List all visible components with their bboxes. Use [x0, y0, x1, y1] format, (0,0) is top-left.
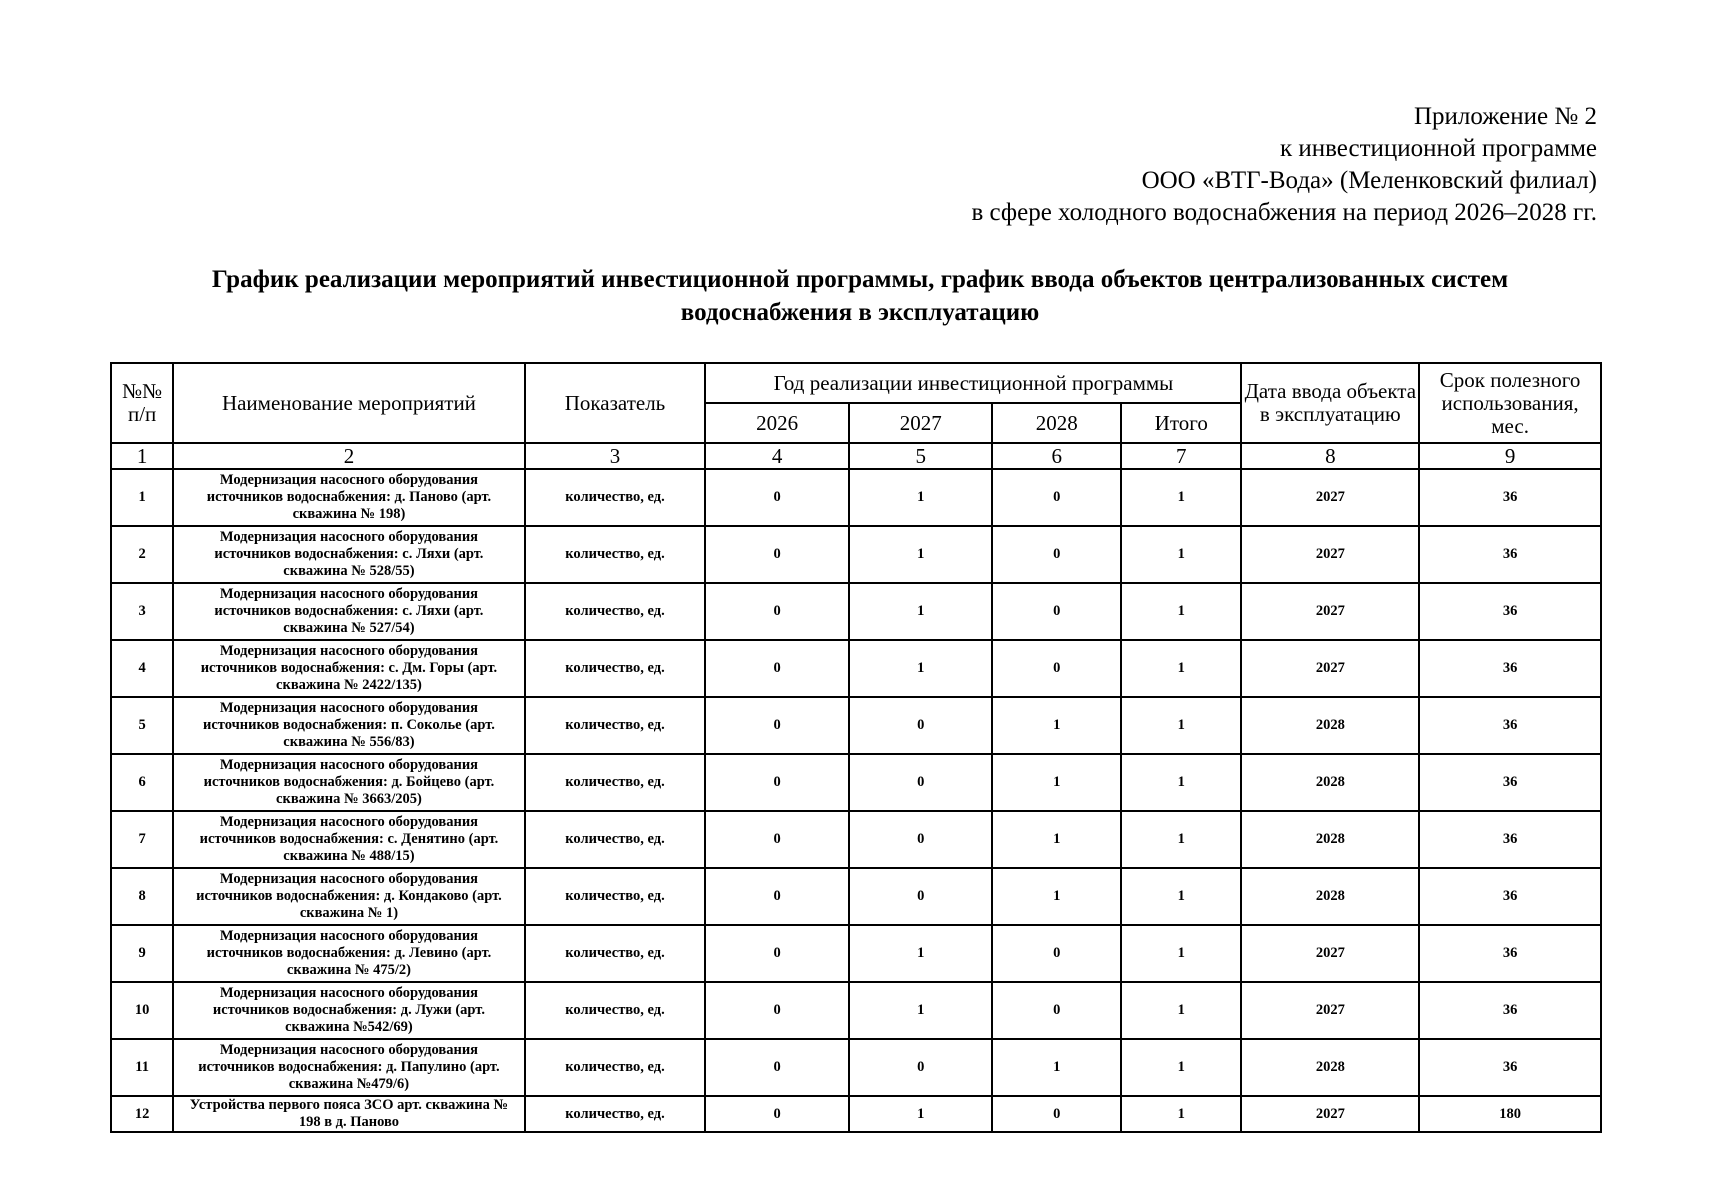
table-row: [111, 754, 1601, 811]
activity-name-cell: Модернизация насосного оборудования источников водоснабжения: д. Лужи (арт. скважина №542/69): [173, 982, 524, 1039]
column-number: 3: [525, 443, 706, 469]
title-line-2: водоснабжения в эксплуатацию: [680, 299, 1040, 326]
header-indicator: Показатель: [525, 363, 706, 443]
indicator-cell: количество, ед.: [525, 1096, 706, 1132]
year-2028-cell: 0: [992, 1096, 1121, 1132]
useful-life-cell: 36: [1419, 583, 1601, 640]
year-2028-cell: 0: [992, 583, 1121, 640]
commission-date-cell: 2028: [1241, 1039, 1419, 1096]
useful-life-cell: 36: [1419, 754, 1601, 811]
commission-date-cell: 2028: [1241, 868, 1419, 925]
commission-date-cell: 2027: [1241, 583, 1419, 640]
useful-life-cell: 36: [1419, 868, 1601, 925]
header-year-2026: 2026: [705, 403, 849, 443]
annex-line-3: ООО «ВТГ-Вода» (Меленковский филиал): [1141, 167, 1597, 194]
column-number: 9: [1419, 443, 1601, 469]
column-number: 7: [1121, 443, 1242, 469]
table-row: [111, 1096, 1601, 1132]
commission-date-cell: 2027: [1241, 469, 1419, 526]
year-2027-cell: 1: [849, 925, 993, 982]
table-row: [111, 1039, 1601, 1096]
useful-life-cell: 36: [1419, 811, 1601, 868]
column-number: 5: [849, 443, 993, 469]
indicator-cell: количество, ед.: [525, 469, 706, 526]
indicator-cell: количество, ед.: [525, 583, 706, 640]
commission-date-cell: 2028: [1241, 754, 1419, 811]
row-number-cell: 8: [111, 868, 173, 925]
table-row: [111, 526, 1601, 583]
header-number: №№ п/п: [111, 363, 173, 443]
header-name: Наименование мероприятий: [173, 363, 524, 443]
investment-schedule-table: [110, 362, 1602, 1133]
row-number-cell: 2: [111, 526, 173, 583]
activity-name-cell: Модернизация насосного оборудования источников водоснабжения: д. Паново (арт. скважина № 198): [173, 469, 524, 526]
year-2026-cell: 0: [705, 697, 849, 754]
year-2027-cell: 0: [849, 811, 993, 868]
activity-name-cell: Модернизация насосного оборудования источников водоснабжения: д. Бойцево (арт. скважина № 3663/205): [173, 754, 524, 811]
indicator-cell: количество, ед.: [525, 1039, 706, 1096]
useful-life-cell: 36: [1419, 526, 1601, 583]
schedule-body: [111, 469, 1601, 1132]
activity-name-cell: Устройства первого пояса ЗСО арт. скважина № 198 в д. Паново: [173, 1096, 524, 1132]
column-number-row: [111, 443, 1601, 469]
activity-name-cell: Модернизация насосного оборудования источников водоснабжения: с. Дм. Горы (арт. скважина № 2422/135): [173, 640, 524, 697]
annex-line-4: в сфере холодного водоснабжения на период 2026–2028 гг.: [971, 199, 1597, 226]
total-cell: 1: [1121, 1039, 1242, 1096]
year-2027-cell: 0: [849, 1039, 993, 1096]
total-cell: 1: [1121, 526, 1242, 583]
year-2027-cell: 0: [849, 697, 993, 754]
total-cell: 1: [1121, 469, 1242, 526]
table-row: [111, 640, 1601, 697]
row-number-cell: 4: [111, 640, 173, 697]
activity-name-cell: Модернизация насосного оборудования источников водоснабжения: с. Ляхи (арт. скважина № 528/55): [173, 526, 524, 583]
row-number-cell: 6: [111, 754, 173, 811]
table-row: [111, 925, 1601, 982]
year-2028-cell: 1: [992, 697, 1121, 754]
annex-header: [697, 101, 1597, 229]
year-2026-cell: 0: [705, 754, 849, 811]
indicator-cell: количество, ед.: [525, 982, 706, 1039]
column-number: 1: [111, 443, 173, 469]
row-number-cell: 3: [111, 583, 173, 640]
header-year-2028: 2028: [992, 403, 1121, 443]
year-2026-cell: 0: [705, 583, 849, 640]
total-cell: 1: [1121, 811, 1242, 868]
table-row: [111, 811, 1601, 868]
useful-life-cell: 180: [1419, 1096, 1601, 1132]
total-cell: 1: [1121, 925, 1242, 982]
row-number-cell: 12: [111, 1096, 173, 1132]
year-2026-cell: 0: [705, 811, 849, 868]
useful-life-cell: 36: [1419, 697, 1601, 754]
useful-life-cell: 36: [1419, 469, 1601, 526]
annex-line-1: Приложение № 2: [1413, 103, 1597, 130]
total-cell: 1: [1121, 868, 1242, 925]
year-2028-cell: 0: [992, 526, 1121, 583]
year-2027-cell: 1: [849, 640, 993, 697]
row-number-cell: 10: [111, 982, 173, 1039]
row-number-cell: 5: [111, 697, 173, 754]
indicator-cell: количество, ед.: [525, 640, 706, 697]
year-2026-cell: 0: [705, 640, 849, 697]
total-cell: 1: [1121, 982, 1242, 1039]
indicator-cell: количество, ед.: [525, 754, 706, 811]
indicator-cell: количество, ед.: [525, 868, 706, 925]
commission-date-cell: 2027: [1241, 925, 1419, 982]
column-number: 4: [705, 443, 849, 469]
year-2028-cell: 1: [992, 1039, 1121, 1096]
indicator-cell: количество, ед.: [525, 925, 706, 982]
activity-name-cell: Модернизация насосного оборудования источников водоснабжения: п. Соколье (арт. скважина № 556/83): [173, 697, 524, 754]
table-row: [111, 583, 1601, 640]
year-2026-cell: 0: [705, 1096, 849, 1132]
row-number-cell: 9: [111, 925, 173, 982]
year-2027-cell: 1: [849, 982, 993, 1039]
total-cell: 1: [1121, 754, 1242, 811]
header-commission-date: Дата ввода объекта в эксплуатацию: [1241, 363, 1419, 443]
total-cell: 1: [1121, 583, 1242, 640]
year-2026-cell: 0: [705, 925, 849, 982]
annex-line-2: к инвестиционной программе: [1279, 135, 1597, 162]
year-2026-cell: 0: [705, 526, 849, 583]
commission-date-cell: 2028: [1241, 697, 1419, 754]
year-2027-cell: 1: [849, 583, 993, 640]
column-number: 2: [173, 443, 524, 469]
useful-life-cell: 36: [1419, 1039, 1601, 1096]
activity-name-cell: Модернизация насосного оборудования источников водоснабжения: д. Кондаково (арт. скважина № 1): [173, 868, 524, 925]
activity-name-cell: Модернизация насосного оборудования источников водоснабжения: с. Денятино (арт. скважина № 488/15): [173, 811, 524, 868]
column-number: 6: [992, 443, 1121, 469]
commission-date-cell: 2027: [1241, 526, 1419, 583]
row-number-cell: 11: [111, 1039, 173, 1096]
column-number: 8: [1241, 443, 1419, 469]
year-2028-cell: 1: [992, 754, 1121, 811]
activity-name-cell: Модернизация насосного оборудования источников водоснабжения: д. Папулино (арт. скважина №479/6): [173, 1039, 524, 1096]
indicator-cell: количество, ед.: [525, 811, 706, 868]
useful-life-cell: 36: [1419, 925, 1601, 982]
title-line-1: График реализации мероприятий инвестиционной программы, график ввода объектов централизованных систем: [211, 266, 1509, 293]
header-total: Итого: [1121, 403, 1242, 443]
table-row: [111, 469, 1601, 526]
activity-name-cell: Модернизация насосного оборудования источников водоснабжения: с. Ляхи (арт. скважина № 527/54): [173, 583, 524, 640]
total-cell: 1: [1121, 697, 1242, 754]
indicator-cell: количество, ед.: [525, 526, 706, 583]
year-2028-cell: 1: [992, 811, 1121, 868]
header-year-group: Год реализации инвестиционной программы: [705, 363, 1241, 403]
commission-date-cell: 2027: [1241, 1096, 1419, 1132]
year-2028-cell: 0: [992, 469, 1121, 526]
year-2028-cell: 0: [992, 925, 1121, 982]
row-number-cell: 7: [111, 811, 173, 868]
year-2027-cell: 1: [849, 469, 993, 526]
year-2027-cell: 1: [849, 1096, 993, 1132]
row-number-cell: 1: [111, 469, 173, 526]
commission-date-cell: 2027: [1241, 982, 1419, 1039]
year-2027-cell: 1: [849, 526, 993, 583]
year-2026-cell: 0: [705, 1039, 849, 1096]
indicator-cell: количество, ед.: [525, 697, 706, 754]
table-row: [111, 697, 1601, 754]
year-2028-cell: 1: [992, 868, 1121, 925]
commission-date-cell: 2028: [1241, 811, 1419, 868]
header-year-2027: 2027: [849, 403, 993, 443]
year-2027-cell: 0: [849, 868, 993, 925]
year-2028-cell: 0: [992, 640, 1121, 697]
document-title: [110, 263, 1610, 329]
year-2026-cell: 0: [705, 982, 849, 1039]
useful-life-cell: 36: [1419, 982, 1601, 1039]
year-2026-cell: 0: [705, 868, 849, 925]
year-2027-cell: 0: [849, 754, 993, 811]
table-row: [111, 982, 1601, 1039]
total-cell: 1: [1121, 1096, 1242, 1132]
year-2028-cell: 0: [992, 982, 1121, 1039]
table-row: [111, 868, 1601, 925]
useful-life-cell: 36: [1419, 640, 1601, 697]
commission-date-cell: 2027: [1241, 640, 1419, 697]
year-2026-cell: 0: [705, 469, 849, 526]
total-cell: 1: [1121, 640, 1242, 697]
activity-name-cell: Модернизация насосного оборудования источников водоснабжения: д. Левино (арт. скважина № 475/2): [173, 925, 524, 982]
header-useful-life: Срок полезного использования, мес.: [1419, 363, 1601, 443]
